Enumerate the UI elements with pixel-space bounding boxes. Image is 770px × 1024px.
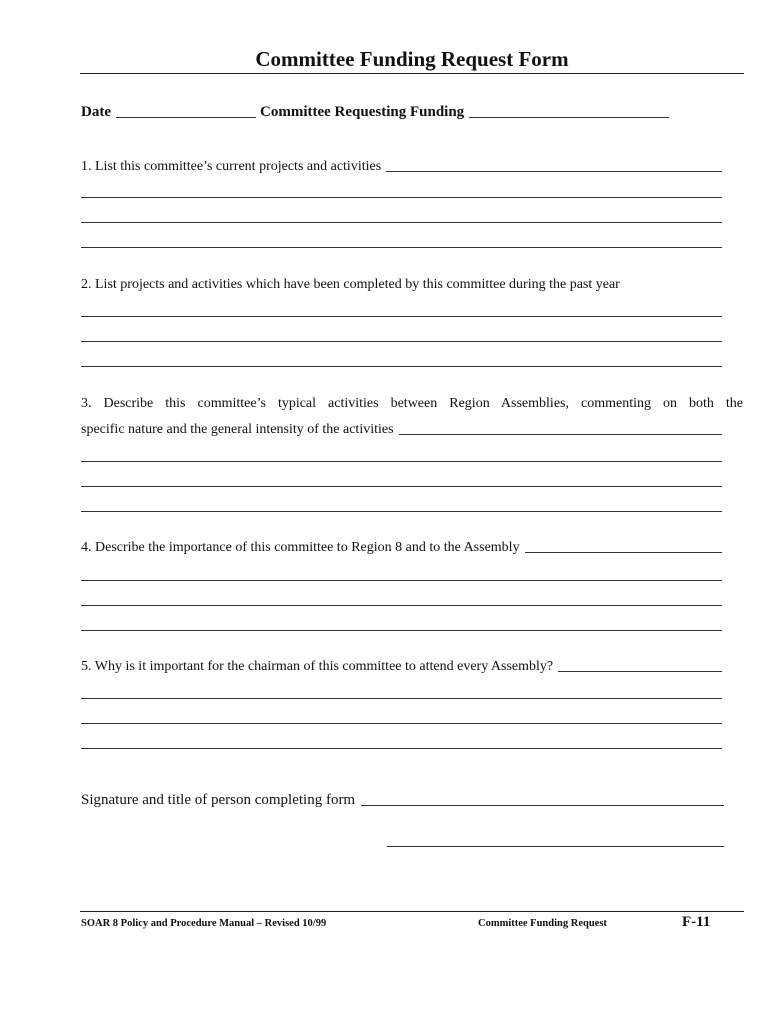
footer-manual: SOAR 8 Policy and Procedure Manual – Revised 10/99	[81, 918, 327, 929]
question-3-answer-line[interactable]	[81, 461, 722, 462]
question-5-answer-line[interactable]	[81, 748, 722, 749]
question-2-text: 2. List projects and activities which have been completed by this committee during the past year	[81, 277, 620, 292]
title-rule	[80, 73, 744, 74]
question-3-text: 3. Describe this committee’s typical activities between Region Assemblies, commenting on both the	[81, 396, 743, 411]
page-title: Committee Funding Request Form	[255, 47, 569, 71]
question-1-answer-line[interactable]	[81, 197, 722, 198]
footer-section: Committee Funding Request	[478, 918, 607, 929]
question-4-answer-line[interactable]	[81, 630, 722, 631]
question-4-answer-line[interactable]	[81, 605, 722, 606]
question-5-answer-line[interactable]	[81, 698, 722, 699]
question-1-answer-line[interactable]	[81, 247, 722, 248]
question-3	[81, 422, 722, 438]
committee-label: Committee Requesting Funding	[260, 104, 465, 120]
question-2-answer-line[interactable]	[81, 316, 722, 317]
question-4	[81, 540, 722, 556]
signature-field[interactable]	[361, 805, 724, 806]
question-1	[81, 159, 722, 175]
question-2-answer-line[interactable]	[81, 366, 722, 367]
signature-row	[81, 792, 724, 809]
question-4-answer-line[interactable]	[81, 580, 722, 581]
footer-rule	[80, 911, 744, 912]
signature-title-field[interactable]	[387, 846, 724, 847]
question-1-answer-line[interactable]	[81, 222, 722, 223]
question-2	[81, 277, 741, 293]
question-5-text: 5. Why is it important for the chairman of this committee to attend every Assembly?	[81, 659, 554, 674]
date-field[interactable]	[116, 117, 256, 118]
question-1-text: 1. List this committee’s current projects and activities	[81, 159, 382, 174]
question-1-answer-line[interactable]	[386, 171, 722, 172]
question-5	[81, 659, 722, 675]
question-3-answer-line[interactable]	[399, 434, 722, 435]
question-5-answer-line[interactable]	[558, 671, 722, 672]
committee-field[interactable]	[469, 117, 669, 118]
question-3-answer-line[interactable]	[81, 511, 722, 512]
question-3-text-cont: specific nature and the general intensity of the activities	[81, 422, 394, 437]
date-committee-row	[81, 104, 701, 121]
date-label: Date	[81, 104, 111, 120]
signature-label: Signature and title of person completing form	[81, 792, 356, 808]
question-3-answer-line[interactable]	[81, 486, 722, 487]
question-2-answer-line[interactable]	[81, 341, 722, 342]
question-4-answer-line[interactable]	[525, 552, 722, 553]
question-4-text: 4. Describe the importance of this committee to Region 8 and to the Assembly	[81, 540, 520, 555]
question-5-answer-line[interactable]	[81, 723, 722, 724]
footer-page-number: F-11	[682, 914, 711, 930]
